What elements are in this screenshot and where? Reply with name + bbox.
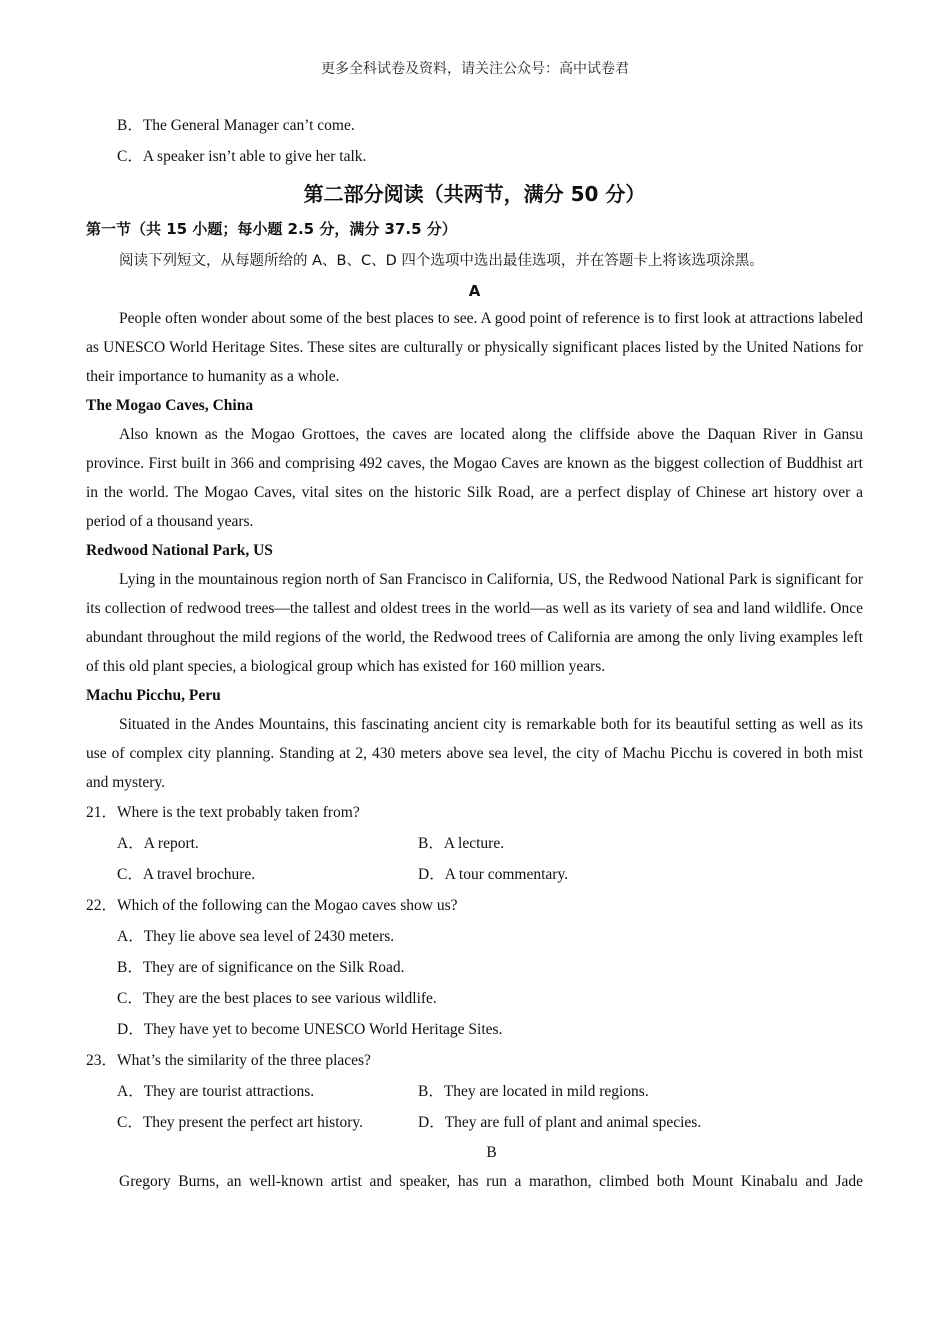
site-title-machu-picchu: Machu Picchu, Peru [86,687,221,704]
passage-a-label: A [468,282,481,300]
question-22-option-d: D．They have yet to become UNESCO World Heritage Sites. [117,1021,503,1038]
site-text-machu-picchu: Situated in the Andes Mountains, this fascinating ancient city is remarkable both for its beautiful setting as well as its use of complex city planning. Standing at 2, 430 meters above sea level, the city of Machu Picchu is covered in both mist and mystery. [86,716,863,791]
site-title-mogao: The Mogao Caves, China [86,397,254,414]
question-23-options-row-2 [86,1107,863,1138]
question-22: 22．Which of the following can the Mogao caves show us? [86,897,458,914]
question-21-options-row-2 [86,859,863,890]
question-23-option-a: A．They are tourist attractions. [117,1083,315,1100]
page-content [86,110,863,1196]
question-23-options-row-1 [86,1076,863,1107]
question-22-option-a: A．They lie above sea level of 2430 meters. [117,928,395,945]
question-23: 23．What’s the similarity of the three places? [86,1052,371,1069]
question-23-option-d: D．They are full of plant and animal species. [418,1114,702,1131]
site-text-redwood: Lying in the mountainous region north of San Francisco in California, US, the Redwood National Park is significant for its collection of redwood trees—the tallest and oldest trees in the world—as well as its variety of sea and land wildlife. Once abundant throughout the mild regions of the world, the Redwood trees of California are among the only living examples left of this old plant species, a biological group which has existed for 160 million years. [86,571,863,675]
question-23-option-b: B．They are located in mild regions. [418,1083,649,1100]
question-22-option-b: B．They are of significance on the Silk Road. [117,959,405,976]
question-21-option-c: C．A travel brochure. [117,866,256,883]
previous-option-b: B．The General Manager can’t come. [117,117,355,134]
site-text-mogao: Also known as the Mogao Grottoes, the caves are located along the cliffside above the Daquan River in Gansu province. First built in 366 and comprising 492 caves, the Mogao Caves are known as the biggest collection of Buddhist art in the world. The Mogao Caves, vital sites on the historic Silk Road, are a perfect display of Chinese art history over a period of a thousand years. [86,426,863,530]
question-21-option-b: B．A lecture. [418,835,505,852]
section-subtitle: 第一节（共 15 小题；每小题 2.5 分，满分 37.5 分） [86,220,457,238]
passage-b-first-line: Gregory Burns, an well-known artist and speaker, has run a marathon, climbed both Mount Kinabalu and Jade [119,1173,863,1190]
question-21-option-a: A．A report. [117,835,199,852]
instruction: 阅读下列短文，从每题所给的 A、B、C、D 四个选项中选出最佳选项，并在答题卡上将该选项涂黑。 [119,253,764,269]
question-22-option-c: C．They are the best places to see various wildlife. [117,990,437,1007]
question-21-options-row-1 [86,828,863,859]
previous-option-c: C．A speaker isn’t able to give her talk. [117,148,367,165]
passage-b-label: B [486,1144,497,1161]
question-23-option-c: C．They present the perfect art history. [117,1114,364,1131]
question-21: 21．Where is the text probably taken from? [86,804,360,821]
section-title: 第二部分阅读（共两节，满分 50 分） [303,182,646,206]
question-21-option-d: D．A tour commentary. [418,866,569,883]
passage-a-intro: People often wonder about some of the best places to see. A good point of reference is to first look at attractions labeled as UNESCO World Heritage Sites. These sites are culturally or physically significant places listed by the United Nations for their importance to humanity as a whole. [86,310,863,385]
site-title-redwood: Redwood National Park, US [86,542,273,559]
page-header: 更多全科试卷及资料，请关注公众号：高中试卷君 [321,61,629,77]
